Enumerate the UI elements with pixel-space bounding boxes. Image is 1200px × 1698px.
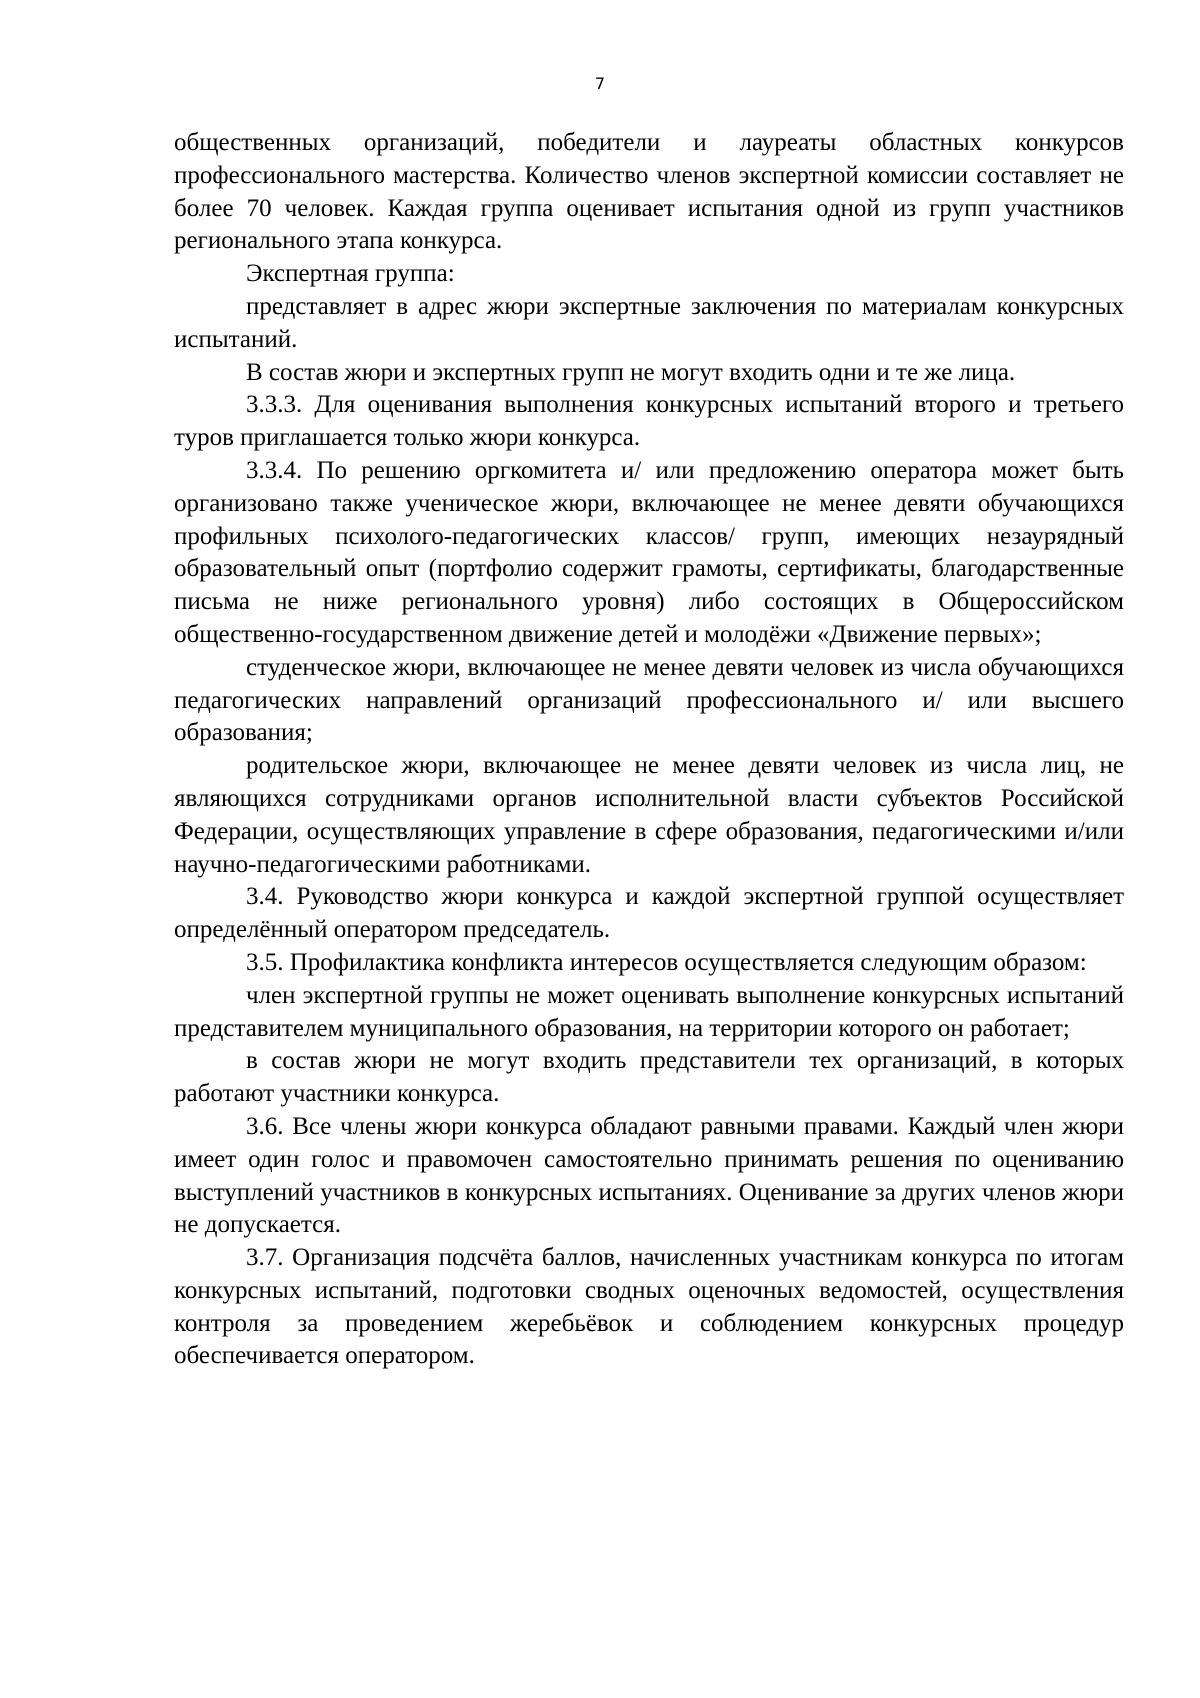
paragraph-3-3-4: 3.3.4. По решению оргкомитета и/ или предложению оператора может быть организовано также ученическое жюри, включающее не менее девяти обучающихся профильных психолого-педагогических классов/ групп, имеющих незаурядный образовательный опыт (портфолио содержит грамоты, сертификаты, благодарственные письма не ниже регионального уровня) либо состоящих в Общероссийском общественно-государственном движение детей и молодёжи «Движение первых»;: [174, 456, 1124, 648]
paragraph-composition-rule: В состав жюри и экспертных групп не могут входить одни и те же лица.: [246, 358, 1016, 386]
paragraph-3-5: 3.5. Профилактика конфликта интересов осуществляется следующим образом:: [246, 948, 1087, 976]
paragraph-3-4: 3.4. Руководство жюри конкурса и каждой экспертной группой осуществляет определённый оператором председатель.: [174, 883, 1124, 944]
paragraph-conflict-rule-1: член экспертной группы не может оценивать выполнение конкурсных испытаний представителем муниципального образования, на территории которого он работает;: [174, 981, 1124, 1042]
paragraph-student-jury: студенческое жюри, включающее не менее девяти человек из числа обучающихся педагогических направлений организаций профессионального и/ или высшего образования;: [174, 653, 1124, 747]
paragraph-parent-jury: родительское жюри, включающее не менее девяти человек из числа лиц, не являющихся сотрудниками органов исполнительной власти субъектов Российской Федерации, осуществляющих управление в сфере образования, педагогическими и/или научно-педагогическими работниками.: [174, 752, 1124, 878]
paragraph-expert-group-duty: представляет в адрес жюри экспертные заключения по материалам конкурсных испытаний.: [174, 292, 1124, 353]
document-body: [174, 127, 1124, 1373]
paragraph-continuation: общественных организаций, победители и лауреаты областных конкурсов профессионального мастерства. Количество членов экспертной комиссии составляет не более 70 человек. Каждая группа оценивает испытания одной из групп участников регионального этапа конкурса.: [174, 129, 1124, 255]
paragraph-expert-group-heading: Экспертная группа:: [246, 260, 455, 288]
paragraph-3-7: 3.7. Организация подсчёта баллов, начисленных участникам конкурса по итогам конкурсных испытаний, подготовки сводных оценочных ведомостей, осуществления контроля за проведением жеребьёвок и соблюдением конкурсных процедур обеспечивается оператором.: [174, 1244, 1124, 1370]
paragraph-3-3-3: 3.3.3. Для оценивания выполнения конкурсных испытаний второго и третьего туров приглашается только жюри конкурса.: [174, 391, 1124, 452]
paragraph-conflict-rule-2: в состав жюри не могут входить представители тех организаций, в которых работают участники конкурса.: [174, 1047, 1124, 1108]
page-number: 7: [594, 74, 606, 93]
paragraph-3-6: 3.6. Все члены жюри конкурса обладают равными правами. Каждый член жюри имеет один голос и правомочен самостоятельно принимать решения по оцениванию выступлений участников в конкурсных испытаниях. Оценивание за других членов жюри не допускается.: [174, 1112, 1124, 1239]
